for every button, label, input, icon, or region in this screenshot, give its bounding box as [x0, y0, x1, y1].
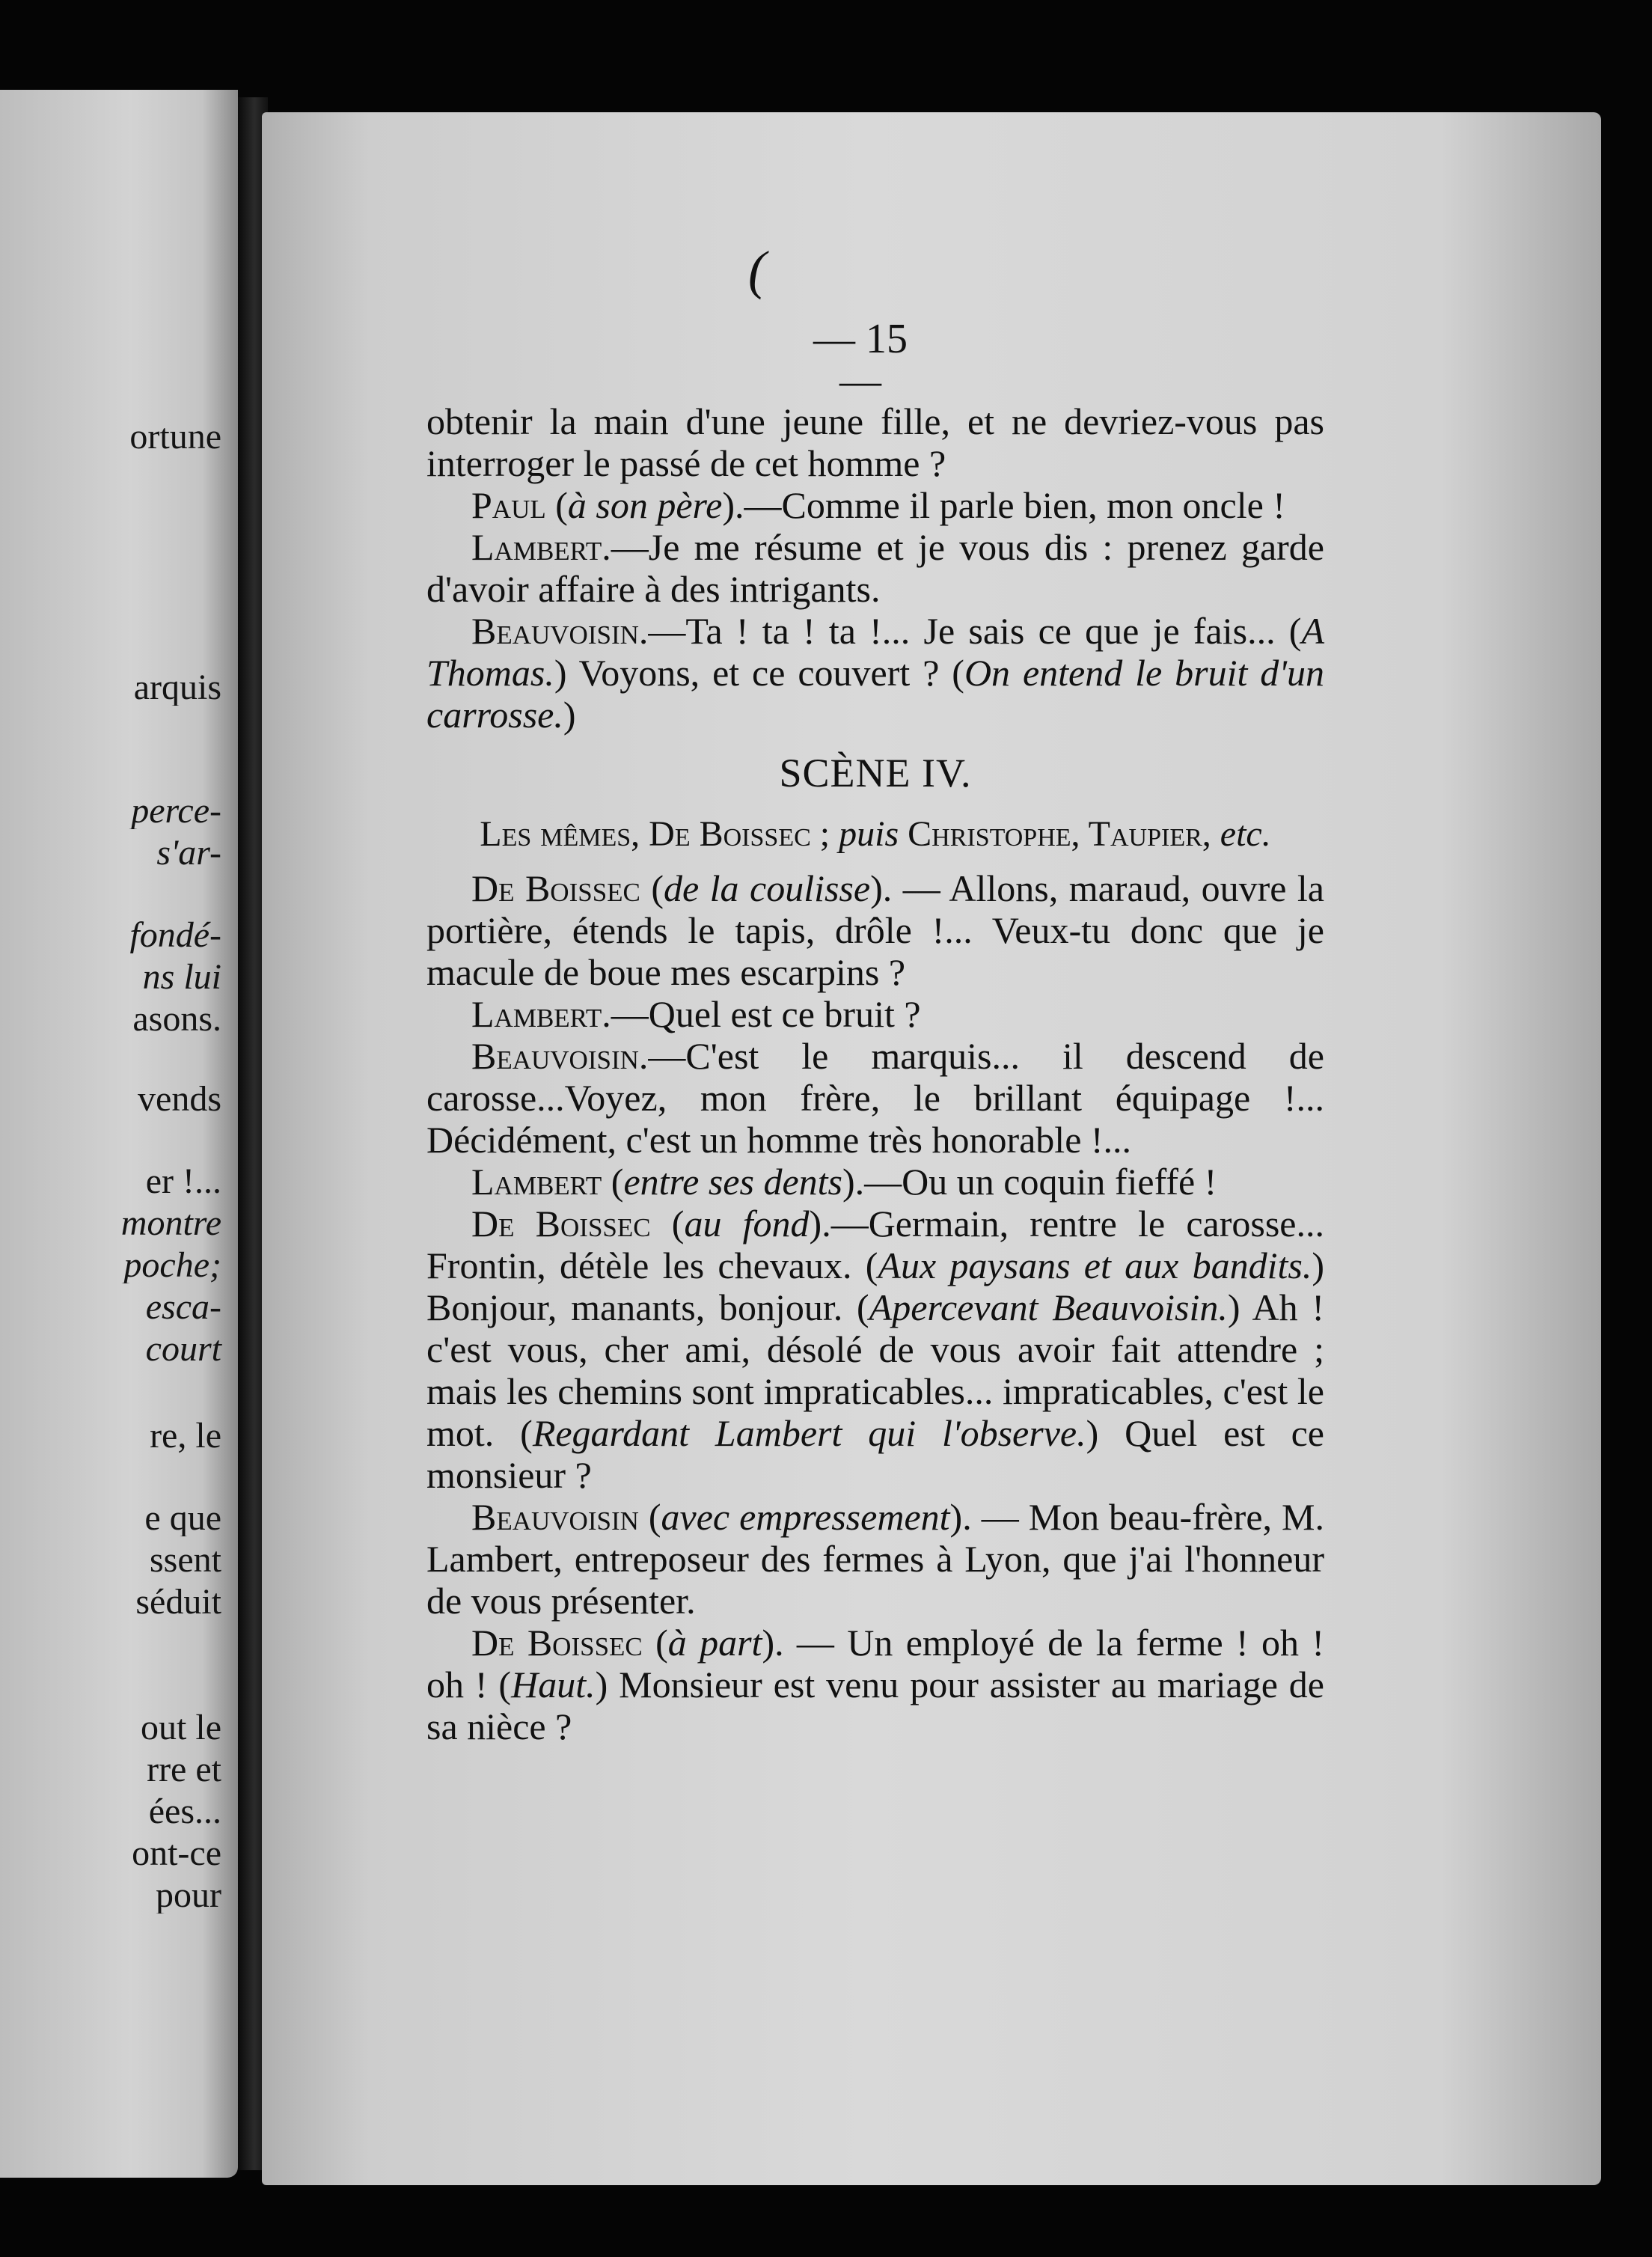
- cast-etc: etc.: [1220, 814, 1271, 854]
- left-page-text-fragment: s'ar-: [156, 835, 221, 871]
- left-page-text-fragment: poche;: [123, 1247, 221, 1283]
- cast-part: Christophe, Taupier,: [908, 814, 1211, 854]
- left-page-text-fragment: ns lui: [142, 959, 221, 995]
- left-page-text-fragment: pour: [156, 1878, 221, 1914]
- left-page-text-fragment: re, le: [150, 1418, 221, 1454]
- stage-direction: Regardant Lambert qui l'observe.: [532, 1412, 1086, 1454]
- speech-text: .—Ta ! ta ! ta !... Je sais ce que je fais... (: [638, 610, 1302, 652]
- left-page-text-fragment: montre: [120, 1206, 221, 1241]
- left-page-text-fragment: vends: [138, 1081, 221, 1117]
- speech-text: . — Mon beau-frère, M. Lambert, entreposeur des fermes à Lyon, que j'ai l'honneur de vous présenter.: [426, 1496, 1324, 1622]
- speaker-name: Lambert: [471, 526, 602, 568]
- speech-lambert-1: [426, 526, 1324, 610]
- stage-direction: de la coulisse: [664, 867, 871, 909]
- stage-direction: On entend le bruit d'un carrosse.: [426, 652, 1325, 736]
- left-page-text-fragment: arquis: [133, 670, 221, 706]
- speech-text: .—Ou un coquin fieffé !: [854, 1161, 1217, 1203]
- left-page-text-fragment: ont-ce: [132, 1836, 221, 1872]
- pencil-mark: (: [748, 240, 766, 300]
- speaker-name: Beauvoisin: [471, 610, 639, 652]
- stage-direction: Aux paysans et aux bandits.: [878, 1244, 1312, 1286]
- left-page: [0, 90, 238, 2178]
- speaker-name: De Boissec: [471, 867, 640, 909]
- speech-deboissec-3: De Boissec (à part). — Un employé de la ferme ! oh ! oh ! (Haut.) Monsieur est venu pour assister au mariage de sa nièce ?: [426, 1622, 1324, 1747]
- left-page-text-fragment: rre et: [147, 1752, 221, 1788]
- speech-text: ) Quel est ce monsieur ?: [426, 1412, 1324, 1496]
- speech-text: . — Allons, maraud, ouvre la portière, étends le tapis, drôle !... Veux-tu donc que je macule de boue mes escarpins ?: [426, 867, 1324, 993]
- stage-direction: entre ses dents: [623, 1161, 842, 1203]
- cast-list: [426, 813, 1324, 855]
- speech-paul: Paul (à son père).—Comme il parle bien, mon oncle !: [471, 484, 1285, 526]
- speech-text: .—Je me résume et je vous dis : prenez garde d'avoir affaire à des intrigants.: [426, 526, 1324, 610]
- page-number: — 15 —: [813, 316, 908, 404]
- speech-beauvoisin-2: [426, 1035, 1324, 1161]
- stage-direction: avec empressement: [661, 1496, 950, 1538]
- speaker-name: Paul: [471, 484, 546, 526]
- cast-part: Les mêmes, De Boissec ;: [480, 814, 830, 854]
- speech-lambert-2: [426, 993, 1324, 1035]
- speech-text: .—Comme il parle bien, mon oncle !: [735, 484, 1285, 526]
- left-page-text-fragment: ortune: [129, 419, 221, 455]
- left-page-text-fragment: esca-: [145, 1289, 221, 1325]
- speaker-name: Lambert: [471, 993, 602, 1035]
- speech-text: ) Ah ! c'est vous, cher ami, désolé de vous avoir fait attendre ; mais les chemins sont impraticables... impraticables, c'est le mot. (: [426, 1286, 1324, 1454]
- speech-deboissec-1: De Boissec (de la coulisse). — Allons, maraud, ouvre la portière, étends le tapis, drôle !... Veux-tu donc que je macule de boue mes escarpins ?: [426, 867, 1324, 993]
- left-page-text-fragment: séduit: [135, 1584, 221, 1620]
- speech-text: ): [563, 694, 576, 736]
- stage-direction: à son père: [567, 484, 723, 526]
- intro-text: obtenir la main d'une jeune fille, et ne devriez-vous pas interroger le passé de cet homme ?: [426, 400, 1324, 484]
- speech-text: . — Un employé de la ferme ! oh ! oh ! (: [426, 1622, 1324, 1705]
- left-page-text-fragment: e que: [144, 1500, 221, 1536]
- speech-deboissec-2: De Boissec (au fond).—Germain, rentre le carosse... Frontin, détèle les chevaux. (Aux paysans et aux bandits.) Bonjour, manants, bonjour. (Apercevant Beauvoisin.) Ah ! c'est vous, cher ami, désolé de vous avoir fait attendre ; mais les chemins sont impraticables... impraticables, c'est le mot. (Regardant Lambert qui l'observe.) Quel est ce monsieur ?: [426, 1203, 1324, 1496]
- left-page-text-fragment: asons.: [132, 1001, 221, 1037]
- speech-text: ) Monsieur est venu pour assister au mariage de sa nièce ?: [426, 1664, 1324, 1747]
- speech-text: ) Voyons, et ce couvert ? (: [554, 652, 964, 694]
- speech-text: .—Quel est ce bruit ?: [602, 993, 921, 1035]
- left-page-text-fragment: out le: [141, 1710, 221, 1746]
- stage-direction: A Thomas.: [426, 610, 1324, 694]
- cast-puis: puis: [839, 814, 899, 854]
- stage-direction: à part: [667, 1622, 762, 1664]
- stage-direction: Apercevant Beauvoisin.: [869, 1286, 1228, 1328]
- left-page-text-fragment: perce-: [131, 793, 221, 829]
- left-page-text-fragment: court: [145, 1331, 221, 1367]
- left-page-text-fragment: ssent: [150, 1542, 221, 1578]
- left-page-text-fragment: fondé-: [129, 917, 221, 953]
- speech-beauvoisin-1: [426, 610, 1324, 736]
- speaker-name: De Boissec: [471, 1622, 643, 1664]
- speaker-name: Beauvoisin: [471, 1496, 639, 1538]
- left-page-text-fragment: ées...: [148, 1794, 221, 1830]
- speech-beauvoisin-3: Beauvoisin (avec empressement). — Mon beau-frère, M. Lambert, entreposeur des fermes à Lyon, que j'ai l'honneur de vous présenter.: [426, 1496, 1324, 1622]
- stage-direction: Haut.: [511, 1664, 596, 1705]
- stage-direction: au fond: [684, 1203, 810, 1244]
- scene-title: SCÈNE IV.: [779, 751, 972, 795]
- speaker-name: Lambert: [471, 1161, 602, 1203]
- page-text: [426, 400, 1324, 1747]
- speech-lambert-3: Lambert (entre ses dents).—Ou un coquin fieffé !: [471, 1161, 1217, 1203]
- speech-text: .—Germain, rentre le carosse... Frontin, détèle les chevaux. (: [426, 1203, 1324, 1286]
- intro-paragraph: [426, 400, 1324, 484]
- speech-text: .—C'est le marquis... il descend de carosse...Voyez, mon frère, le brillant équipage !... Décidément, c'est un homme très honorable !...: [426, 1035, 1324, 1161]
- speech-text: ) Bonjour, manants, bonjour. (: [426, 1244, 1324, 1328]
- speaker-name: Beauvoisin: [471, 1035, 639, 1077]
- left-page-text-fragment: er !...: [145, 1164, 221, 1200]
- speaker-name: De Boissec: [471, 1203, 651, 1244]
